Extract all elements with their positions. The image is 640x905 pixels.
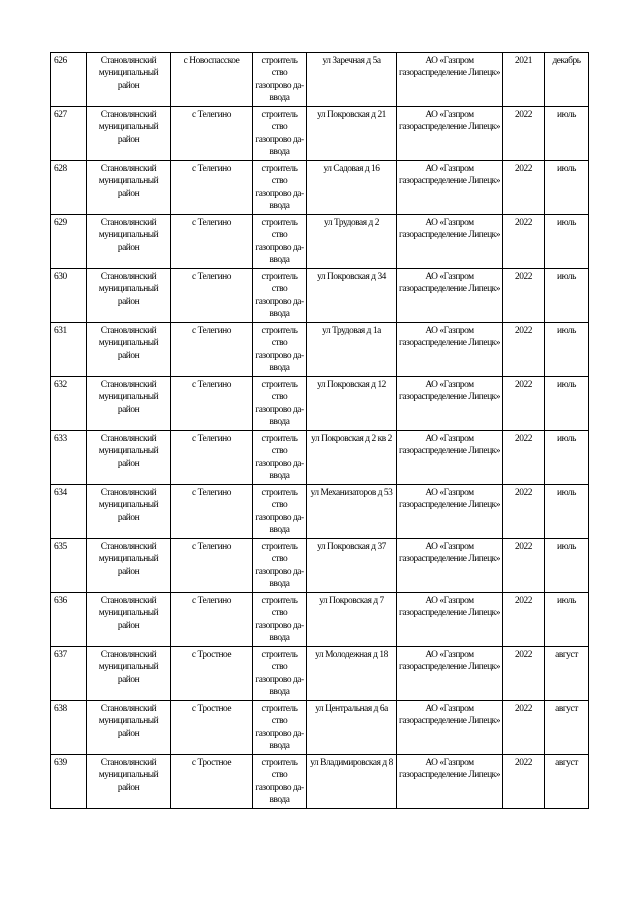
municipal-district: Становлянский муниципальный район: [87, 755, 171, 809]
row-number: 634: [51, 485, 87, 539]
year: 2021: [503, 53, 545, 107]
municipal-district: Становлянский муниципальный район: [87, 377, 171, 431]
address: ул Покровская д 7: [307, 593, 397, 647]
address: ул Покровская д 34: [307, 269, 397, 323]
month: декабрь: [545, 53, 589, 107]
municipal-district: Становлянский муниципальный район: [87, 431, 171, 485]
row-number: 637: [51, 647, 87, 701]
year: 2022: [503, 269, 545, 323]
address: ул Покровская д 21: [307, 107, 397, 161]
settlement: с Телегино: [171, 269, 253, 323]
work-type: строитель ство газопрово да-ввода: [253, 539, 307, 593]
month: июль: [545, 485, 589, 539]
address: ул Покровская д 12: [307, 377, 397, 431]
organization: АО «Газпром газораспределение Липецк»: [397, 485, 503, 539]
address: ул Покровская д 37: [307, 539, 397, 593]
row-number: 639: [51, 755, 87, 809]
table-row: [51, 539, 589, 593]
table-body: [51, 53, 589, 809]
settlement: с Тростное: [171, 647, 253, 701]
month: июль: [545, 431, 589, 485]
work-type: строитель ство газопрово да-ввода: [253, 647, 307, 701]
municipal-district: Становлянский муниципальный район: [87, 53, 171, 107]
address: ул Механизаторов д 53: [307, 485, 397, 539]
organization: АО «Газпром газораспределение Липецк»: [397, 53, 503, 107]
work-type: строитель ство газопрово да-ввода: [253, 161, 307, 215]
municipal-district: Становлянский муниципальный район: [87, 323, 171, 377]
settlement: с Телегино: [171, 323, 253, 377]
table-row: [51, 215, 589, 269]
year: 2022: [503, 377, 545, 431]
work-type: строитель ство газопрово да-ввода: [253, 755, 307, 809]
address: ул Покровская д 2 кв 2: [307, 431, 397, 485]
month: июль: [545, 269, 589, 323]
month: июль: [545, 593, 589, 647]
work-type: строитель ство газопрово да-ввода: [253, 377, 307, 431]
organization: АО «Газпром газораспределение Липецк»: [397, 107, 503, 161]
organization: АО «Газпром газораспределение Липецк»: [397, 215, 503, 269]
row-number: 630: [51, 269, 87, 323]
month: июль: [545, 161, 589, 215]
work-type: строитель ство газопрово да-ввода: [253, 701, 307, 755]
document-page: [50, 52, 588, 809]
table-row: [51, 323, 589, 377]
year: 2022: [503, 593, 545, 647]
organization: АО «Газпром газораспределение Липецк»: [397, 755, 503, 809]
organization: АО «Газпром газораспределение Липецк»: [397, 377, 503, 431]
settlement: с Телегино: [171, 539, 253, 593]
year: 2022: [503, 755, 545, 809]
municipal-district: Становлянский муниципальный район: [87, 269, 171, 323]
address: ул Центральная д 6а: [307, 701, 397, 755]
organization: АО «Газпром газораспределение Липецк»: [397, 323, 503, 377]
month: август: [545, 755, 589, 809]
work-type: строитель ство газопрово да-ввода: [253, 593, 307, 647]
table-row: [51, 431, 589, 485]
address: ул Молодежная д 18: [307, 647, 397, 701]
settlement: с Телегино: [171, 377, 253, 431]
work-type: строитель ство газопрово да-ввода: [253, 485, 307, 539]
municipal-district: Становлянский муниципальный район: [87, 647, 171, 701]
month: июль: [545, 107, 589, 161]
settlement: с Тростное: [171, 701, 253, 755]
municipal-district: Становлянский муниципальный район: [87, 107, 171, 161]
month: август: [545, 701, 589, 755]
gas-connection-table: [50, 52, 589, 809]
month: июль: [545, 323, 589, 377]
year: 2022: [503, 485, 545, 539]
settlement: с Тростное: [171, 755, 253, 809]
year: 2022: [503, 107, 545, 161]
settlement: с Новоспасское: [171, 53, 253, 107]
municipal-district: Становлянский муниципальный район: [87, 593, 171, 647]
year: 2022: [503, 215, 545, 269]
settlement: с Телегино: [171, 107, 253, 161]
settlement: с Телегино: [171, 485, 253, 539]
table-row: [51, 701, 589, 755]
year: 2022: [503, 701, 545, 755]
organization: АО «Газпром газораспределение Липецк»: [397, 269, 503, 323]
work-type: строитель ство газопрово да-ввода: [253, 53, 307, 107]
work-type: строитель ство газопрово да-ввода: [253, 215, 307, 269]
row-number: 628: [51, 161, 87, 215]
address: ул Трудовая д 1а: [307, 323, 397, 377]
municipal-district: Становлянский муниципальный район: [87, 215, 171, 269]
table-row: [51, 107, 589, 161]
table-row: [51, 161, 589, 215]
row-number: 627: [51, 107, 87, 161]
work-type: строитель ство газопрово да-ввода: [253, 107, 307, 161]
year: 2022: [503, 431, 545, 485]
row-number: 636: [51, 593, 87, 647]
settlement: с Телегино: [171, 431, 253, 485]
organization: АО «Газпром газораспределение Липецк»: [397, 539, 503, 593]
address: ул Садовая д 16: [307, 161, 397, 215]
table-row: [51, 593, 589, 647]
row-number: 632: [51, 377, 87, 431]
month: июль: [545, 377, 589, 431]
table-row: [51, 647, 589, 701]
year: 2022: [503, 161, 545, 215]
row-number: 635: [51, 539, 87, 593]
year: 2022: [503, 323, 545, 377]
table-row: [51, 53, 589, 107]
address: ул Заречная д 5а: [307, 53, 397, 107]
row-number: 631: [51, 323, 87, 377]
municipal-district: Становлянский муниципальный район: [87, 161, 171, 215]
organization: АО «Газпром газораспределение Липецк»: [397, 647, 503, 701]
month: август: [545, 647, 589, 701]
work-type: строитель ство газопрово да-ввода: [253, 269, 307, 323]
row-number: 638: [51, 701, 87, 755]
organization: АО «Газпром газораспределение Липецк»: [397, 431, 503, 485]
settlement: с Телегино: [171, 161, 253, 215]
table-row: [51, 755, 589, 809]
municipal-district: Становлянский муниципальный район: [87, 539, 171, 593]
table-row: [51, 269, 589, 323]
year: 2022: [503, 539, 545, 593]
municipal-district: Становлянский муниципальный район: [87, 701, 171, 755]
address: ул Владимировская д 8: [307, 755, 397, 809]
row-number: 626: [51, 53, 87, 107]
month: июль: [545, 215, 589, 269]
work-type: строитель ство газопрово да-ввода: [253, 431, 307, 485]
address: ул Трудовая д 2: [307, 215, 397, 269]
organization: АО «Газпром газораспределение Липецк»: [397, 701, 503, 755]
organization: АО «Газпром газораспределение Липецк»: [397, 161, 503, 215]
row-number: 629: [51, 215, 87, 269]
row-number: 633: [51, 431, 87, 485]
year: 2022: [503, 647, 545, 701]
organization: АО «Газпром газораспределение Липецк»: [397, 593, 503, 647]
table-row: [51, 377, 589, 431]
municipal-district: Становлянский муниципальный район: [87, 485, 171, 539]
table-row: [51, 485, 589, 539]
month: июль: [545, 539, 589, 593]
settlement: с Телегино: [171, 593, 253, 647]
work-type: строитель ство газопрово да-ввода: [253, 323, 307, 377]
settlement: с Телегино: [171, 215, 253, 269]
